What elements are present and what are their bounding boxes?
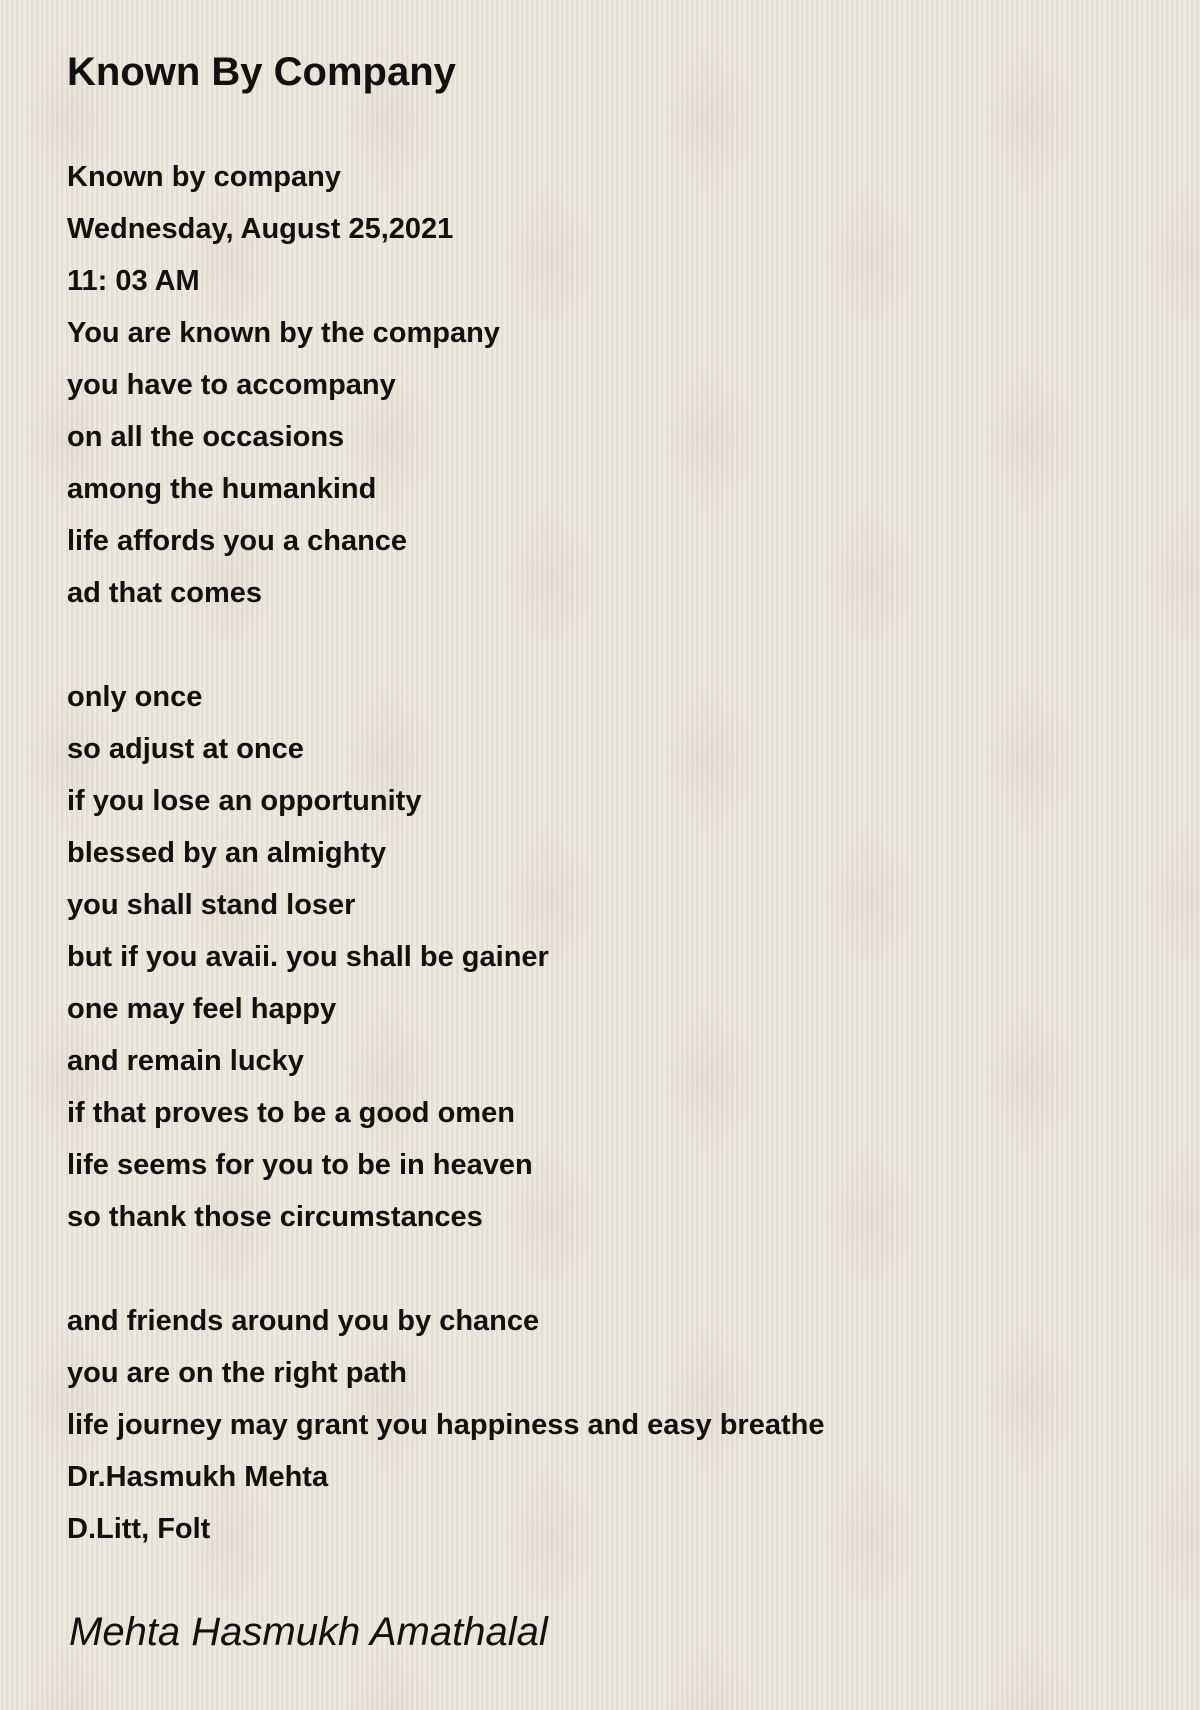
poem-line-16: one may feel happy bbox=[67, 993, 337, 1025]
poem-line-18: if that proves to be a good omen bbox=[67, 1097, 515, 1129]
poem-line-19: life seems for you to be in heaven bbox=[67, 1149, 533, 1181]
poem-line-23: life journey may grant you happiness and easy breathe bbox=[67, 1409, 825, 1441]
poem-line-12: if you lose an opportunity bbox=[67, 785, 422, 817]
poem-line-20: so thank those circumstances bbox=[67, 1201, 483, 1233]
poem-line-13: blessed by an almighty bbox=[67, 837, 387, 869]
poem-line-6: on all the occasions bbox=[67, 421, 345, 453]
poem-line-2: Wednesday, August 25,2021 bbox=[67, 213, 454, 245]
poem-title: Known By Company bbox=[67, 50, 456, 94]
poem-line-3: 11: 03 AM bbox=[67, 265, 200, 297]
poem-line-11: so adjust at once bbox=[67, 733, 304, 765]
poem-line-7: among the humankind bbox=[67, 473, 377, 505]
poem-line-4: You are known by the company bbox=[67, 317, 500, 349]
poem-line-9: ad that comes bbox=[67, 577, 262, 609]
poem-line-21: and friends around you by chance bbox=[67, 1305, 540, 1337]
poem-line-14: you shall stand loser bbox=[67, 889, 356, 921]
poem-line-10: only once bbox=[67, 681, 203, 713]
poem-body bbox=[67, 151, 1127, 1555]
stanza-break bbox=[67, 1243, 1127, 1295]
poem-line-22: you are on the right path bbox=[67, 1357, 407, 1389]
poem-line-24: Dr.Hasmukh Mehta bbox=[67, 1461, 329, 1493]
stanza-break bbox=[67, 619, 1127, 671]
poem-line-8: life affords you a chance bbox=[67, 525, 408, 557]
poem-line-1: Known by company bbox=[67, 161, 341, 193]
poem-line-17: and remain lucky bbox=[67, 1045, 304, 1077]
poem-line-25: D.Litt, Folt bbox=[67, 1513, 211, 1545]
poem-line-15: but if you avaii. you shall be gainer bbox=[67, 941, 549, 973]
poem-line-5: you have to accompany bbox=[67, 369, 396, 401]
poem-author: Mehta Hasmukh Amathalal bbox=[69, 1610, 548, 1654]
